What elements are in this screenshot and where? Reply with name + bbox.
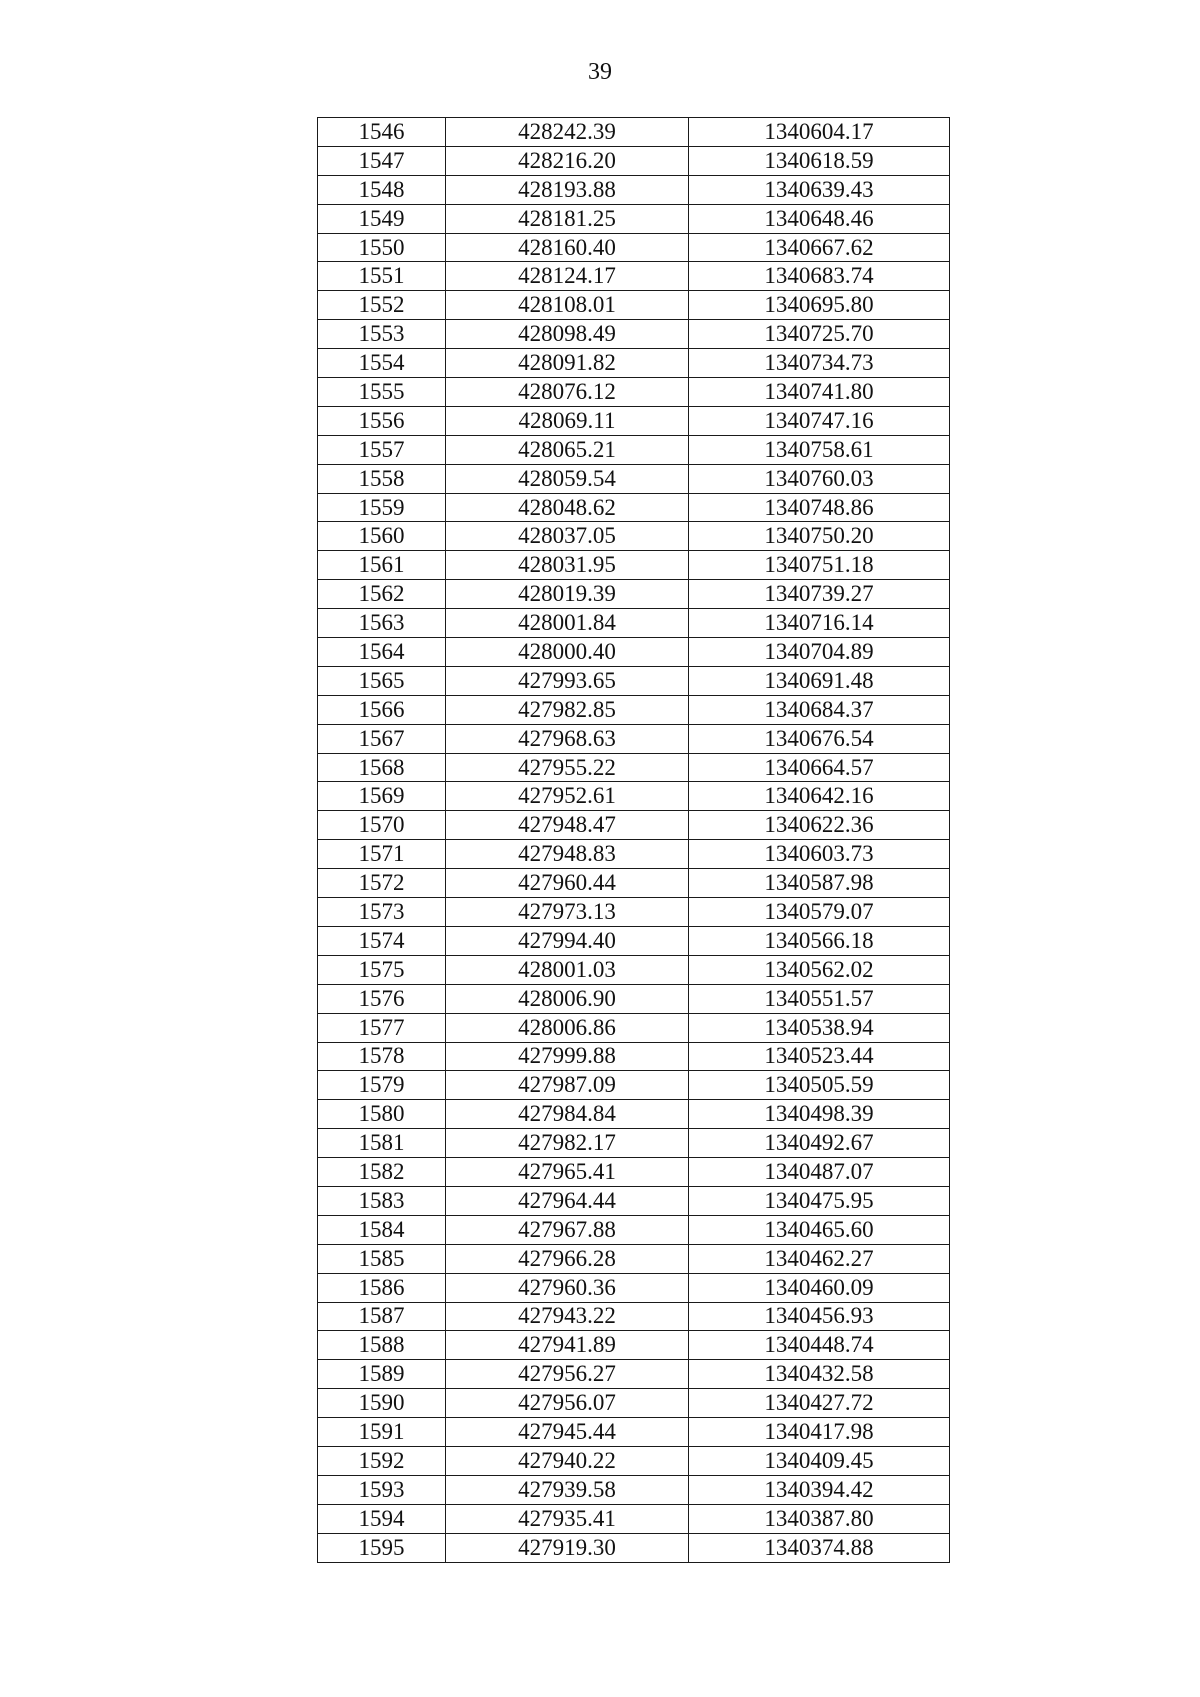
x-coordinate-cell: 427941.89 <box>446 1331 689 1360</box>
point-number-cell: 1549 <box>318 204 446 233</box>
y-coordinate-cell: 1340505.59 <box>689 1071 950 1100</box>
point-number-cell: 1576 <box>318 984 446 1013</box>
point-number-cell: 1565 <box>318 666 446 695</box>
point-number-cell: 1555 <box>318 378 446 407</box>
y-coordinate-cell: 1340750.20 <box>689 522 950 551</box>
y-coordinate-cell: 1340760.03 <box>689 464 950 493</box>
point-number-cell: 1579 <box>318 1071 446 1100</box>
y-coordinate-cell: 1340387.80 <box>689 1504 950 1533</box>
x-coordinate-cell: 428193.88 <box>446 175 689 204</box>
table-row <box>318 1273 950 1302</box>
table-row <box>318 666 950 695</box>
y-coordinate-cell: 1340538.94 <box>689 1013 950 1042</box>
x-coordinate-cell: 428059.54 <box>446 464 689 493</box>
y-coordinate-cell: 1340551.57 <box>689 984 950 1013</box>
x-coordinate-cell: 427945.44 <box>446 1418 689 1447</box>
table-row <box>318 955 950 984</box>
x-coordinate-cell: 427999.88 <box>446 1042 689 1071</box>
y-coordinate-cell: 1340427.72 <box>689 1389 950 1418</box>
y-coordinate-cell: 1340417.98 <box>689 1418 950 1447</box>
y-coordinate-cell: 1340748.86 <box>689 493 950 522</box>
x-coordinate-cell: 427968.63 <box>446 724 689 753</box>
table-row <box>318 406 950 435</box>
y-coordinate-cell: 1340498.39 <box>689 1100 950 1129</box>
table-row <box>318 1186 950 1215</box>
y-coordinate-cell: 1340603.73 <box>689 840 950 869</box>
x-coordinate-cell: 427956.27 <box>446 1360 689 1389</box>
x-coordinate-cell: 428001.03 <box>446 955 689 984</box>
point-number-cell: 1561 <box>318 551 446 580</box>
x-coordinate-cell: 427967.88 <box>446 1215 689 1244</box>
table-row <box>318 493 950 522</box>
y-coordinate-cell: 1340639.43 <box>689 175 950 204</box>
table-row <box>318 1389 950 1418</box>
y-coordinate-cell: 1340676.54 <box>689 724 950 753</box>
y-coordinate-cell: 1340618.59 <box>689 146 950 175</box>
x-coordinate-cell: 427943.22 <box>446 1302 689 1331</box>
page-number: 39 <box>588 59 612 85</box>
x-coordinate-cell: 427965.41 <box>446 1158 689 1187</box>
table-row <box>318 464 950 493</box>
point-number-cell: 1568 <box>318 753 446 782</box>
y-coordinate-cell: 1340487.07 <box>689 1158 950 1187</box>
table-row <box>318 1475 950 1504</box>
table-row <box>318 1215 950 1244</box>
x-coordinate-cell: 428000.40 <box>446 638 689 667</box>
point-number-cell: 1582 <box>318 1158 446 1187</box>
x-coordinate-cell: 427955.22 <box>446 753 689 782</box>
table-row <box>318 724 950 753</box>
point-number-cell: 1553 <box>318 320 446 349</box>
y-coordinate-cell: 1340462.27 <box>689 1244 950 1273</box>
y-coordinate-cell: 1340695.80 <box>689 291 950 320</box>
x-coordinate-cell: 428181.25 <box>446 204 689 233</box>
x-coordinate-cell: 427994.40 <box>446 926 689 955</box>
table-row <box>318 204 950 233</box>
point-number-cell: 1575 <box>318 955 446 984</box>
point-number-cell: 1547 <box>318 146 446 175</box>
y-coordinate-cell: 1340716.14 <box>689 609 950 638</box>
y-coordinate-cell: 1340734.73 <box>689 349 950 378</box>
point-number-cell: 1558 <box>318 464 446 493</box>
table-row <box>318 233 950 262</box>
table-row <box>318 1158 950 1187</box>
x-coordinate-cell: 428160.40 <box>446 233 689 262</box>
y-coordinate-cell: 1340664.57 <box>689 753 950 782</box>
y-coordinate-cell: 1340667.62 <box>689 233 950 262</box>
x-coordinate-cell: 428001.84 <box>446 609 689 638</box>
table-row <box>318 378 950 407</box>
x-coordinate-cell: 427960.36 <box>446 1273 689 1302</box>
point-number-cell: 1586 <box>318 1273 446 1302</box>
point-number-cell: 1595 <box>318 1533 446 1562</box>
point-number-cell: 1559 <box>318 493 446 522</box>
x-coordinate-cell: 427964.44 <box>446 1186 689 1215</box>
y-coordinate-cell: 1340725.70 <box>689 320 950 349</box>
table-row <box>318 1129 950 1158</box>
table-row <box>318 926 950 955</box>
x-coordinate-cell: 428216.20 <box>446 146 689 175</box>
table-row <box>318 175 950 204</box>
x-coordinate-cell: 427973.13 <box>446 898 689 927</box>
x-coordinate-cell: 427982.17 <box>446 1129 689 1158</box>
x-coordinate-cell: 428076.12 <box>446 378 689 407</box>
point-number-cell: 1591 <box>318 1418 446 1447</box>
y-coordinate-cell: 1340747.16 <box>689 406 950 435</box>
x-coordinate-cell: 428069.11 <box>446 406 689 435</box>
point-number-cell: 1594 <box>318 1504 446 1533</box>
table-row <box>318 609 950 638</box>
y-coordinate-cell: 1340448.74 <box>689 1331 950 1360</box>
point-number-cell: 1578 <box>318 1042 446 1071</box>
x-coordinate-cell: 427948.47 <box>446 811 689 840</box>
table-row <box>318 695 950 724</box>
point-number-cell: 1587 <box>318 1302 446 1331</box>
x-coordinate-cell: 427966.28 <box>446 1244 689 1273</box>
x-coordinate-cell: 428037.05 <box>446 522 689 551</box>
point-number-cell: 1563 <box>318 609 446 638</box>
table-row <box>318 1244 950 1273</box>
y-coordinate-cell: 1340683.74 <box>689 262 950 291</box>
point-number-cell: 1570 <box>318 811 446 840</box>
y-coordinate-cell: 1340566.18 <box>689 926 950 955</box>
y-coordinate-cell: 1340460.09 <box>689 1273 950 1302</box>
table-row <box>318 753 950 782</box>
y-coordinate-cell: 1340394.42 <box>689 1475 950 1504</box>
table-row <box>318 262 950 291</box>
y-coordinate-cell: 1340409.45 <box>689 1446 950 1475</box>
y-coordinate-cell: 1340751.18 <box>689 551 950 580</box>
table-row <box>318 1071 950 1100</box>
point-number-cell: 1557 <box>318 435 446 464</box>
point-number-cell: 1569 <box>318 782 446 811</box>
y-coordinate-cell: 1340456.93 <box>689 1302 950 1331</box>
x-coordinate-cell: 427984.84 <box>446 1100 689 1129</box>
y-coordinate-cell: 1340604.17 <box>689 118 950 147</box>
table-row <box>318 320 950 349</box>
table-row <box>318 1302 950 1331</box>
point-number-cell: 1567 <box>318 724 446 753</box>
point-number-cell: 1574 <box>318 926 446 955</box>
y-coordinate-cell: 1340622.36 <box>689 811 950 840</box>
y-coordinate-cell: 1340465.60 <box>689 1215 950 1244</box>
point-number-cell: 1554 <box>318 349 446 378</box>
y-coordinate-cell: 1340432.58 <box>689 1360 950 1389</box>
table-row <box>318 1331 950 1360</box>
point-number-cell: 1585 <box>318 1244 446 1273</box>
point-number-cell: 1566 <box>318 695 446 724</box>
point-number-cell: 1571 <box>318 840 446 869</box>
x-coordinate-cell: 428124.17 <box>446 262 689 291</box>
table-row <box>318 1504 950 1533</box>
point-number-cell: 1562 <box>318 580 446 609</box>
x-coordinate-cell: 427940.22 <box>446 1446 689 1475</box>
y-coordinate-cell: 1340523.44 <box>689 1042 950 1071</box>
table-row <box>318 898 950 927</box>
y-coordinate-cell: 1340648.46 <box>689 204 950 233</box>
point-number-cell: 1590 <box>318 1389 446 1418</box>
table-row <box>318 291 950 320</box>
y-coordinate-cell: 1340492.67 <box>689 1129 950 1158</box>
x-coordinate-cell: 428019.39 <box>446 580 689 609</box>
point-number-cell: 1593 <box>318 1475 446 1504</box>
point-number-cell: 1577 <box>318 1013 446 1042</box>
point-number-cell: 1581 <box>318 1129 446 1158</box>
point-number-cell: 1552 <box>318 291 446 320</box>
y-coordinate-cell: 1340475.95 <box>689 1186 950 1215</box>
table-row <box>318 984 950 1013</box>
y-coordinate-cell: 1340684.37 <box>689 695 950 724</box>
table-row <box>318 146 950 175</box>
x-coordinate-cell: 427960.44 <box>446 869 689 898</box>
table-row <box>318 580 950 609</box>
point-number-cell: 1583 <box>318 1186 446 1215</box>
table-row <box>318 435 950 464</box>
point-number-cell: 1592 <box>318 1446 446 1475</box>
x-coordinate-cell: 428006.90 <box>446 984 689 1013</box>
y-coordinate-cell: 1340691.48 <box>689 666 950 695</box>
coordinates-table <box>317 117 950 1563</box>
y-coordinate-cell: 1340758.61 <box>689 435 950 464</box>
point-number-cell: 1546 <box>318 118 446 147</box>
x-coordinate-cell: 428006.86 <box>446 1013 689 1042</box>
x-coordinate-cell: 428031.95 <box>446 551 689 580</box>
x-coordinate-cell: 428065.21 <box>446 435 689 464</box>
table-row <box>318 638 950 667</box>
x-coordinate-cell: 428098.49 <box>446 320 689 349</box>
x-coordinate-cell: 427952.61 <box>446 782 689 811</box>
y-coordinate-cell: 1340579.07 <box>689 898 950 927</box>
y-coordinate-cell: 1340374.88 <box>689 1533 950 1562</box>
point-number-cell: 1589 <box>318 1360 446 1389</box>
x-coordinate-cell: 427919.30 <box>446 1533 689 1562</box>
point-number-cell: 1550 <box>318 233 446 262</box>
point-number-cell: 1564 <box>318 638 446 667</box>
table-row <box>318 869 950 898</box>
table-row <box>318 1533 950 1562</box>
table-row <box>318 782 950 811</box>
table-row <box>318 522 950 551</box>
y-coordinate-cell: 1340562.02 <box>689 955 950 984</box>
x-coordinate-cell: 427939.58 <box>446 1475 689 1504</box>
point-number-cell: 1556 <box>318 406 446 435</box>
x-coordinate-cell: 427935.41 <box>446 1504 689 1533</box>
x-coordinate-cell: 427993.65 <box>446 666 689 695</box>
point-number-cell: 1580 <box>318 1100 446 1129</box>
table-row <box>318 1446 950 1475</box>
x-coordinate-cell: 427987.09 <box>446 1071 689 1100</box>
point-number-cell: 1572 <box>318 869 446 898</box>
table-row <box>318 811 950 840</box>
table-row <box>318 1360 950 1389</box>
table-row <box>318 1013 950 1042</box>
x-coordinate-cell: 427956.07 <box>446 1389 689 1418</box>
x-coordinate-cell: 428091.82 <box>446 349 689 378</box>
coordinates-table-body <box>318 118 950 1563</box>
y-coordinate-cell: 1340642.16 <box>689 782 950 811</box>
x-coordinate-cell: 428048.62 <box>446 493 689 522</box>
table-row <box>318 1418 950 1447</box>
x-coordinate-cell: 428108.01 <box>446 291 689 320</box>
point-number-cell: 1588 <box>318 1331 446 1360</box>
table-row <box>318 349 950 378</box>
table-row <box>318 1042 950 1071</box>
table-row <box>318 1100 950 1129</box>
y-coordinate-cell: 1340739.27 <box>689 580 950 609</box>
point-number-cell: 1584 <box>318 1215 446 1244</box>
point-number-cell: 1551 <box>318 262 446 291</box>
x-coordinate-cell: 428242.39 <box>446 118 689 147</box>
point-number-cell: 1548 <box>318 175 446 204</box>
y-coordinate-cell: 1340587.98 <box>689 869 950 898</box>
table-row <box>318 840 950 869</box>
table-row <box>318 551 950 580</box>
table-row <box>318 118 950 147</box>
y-coordinate-cell: 1340704.89 <box>689 638 950 667</box>
y-coordinate-cell: 1340741.80 <box>689 378 950 407</box>
x-coordinate-cell: 427948.83 <box>446 840 689 869</box>
x-coordinate-cell: 427982.85 <box>446 695 689 724</box>
point-number-cell: 1573 <box>318 898 446 927</box>
point-number-cell: 1560 <box>318 522 446 551</box>
